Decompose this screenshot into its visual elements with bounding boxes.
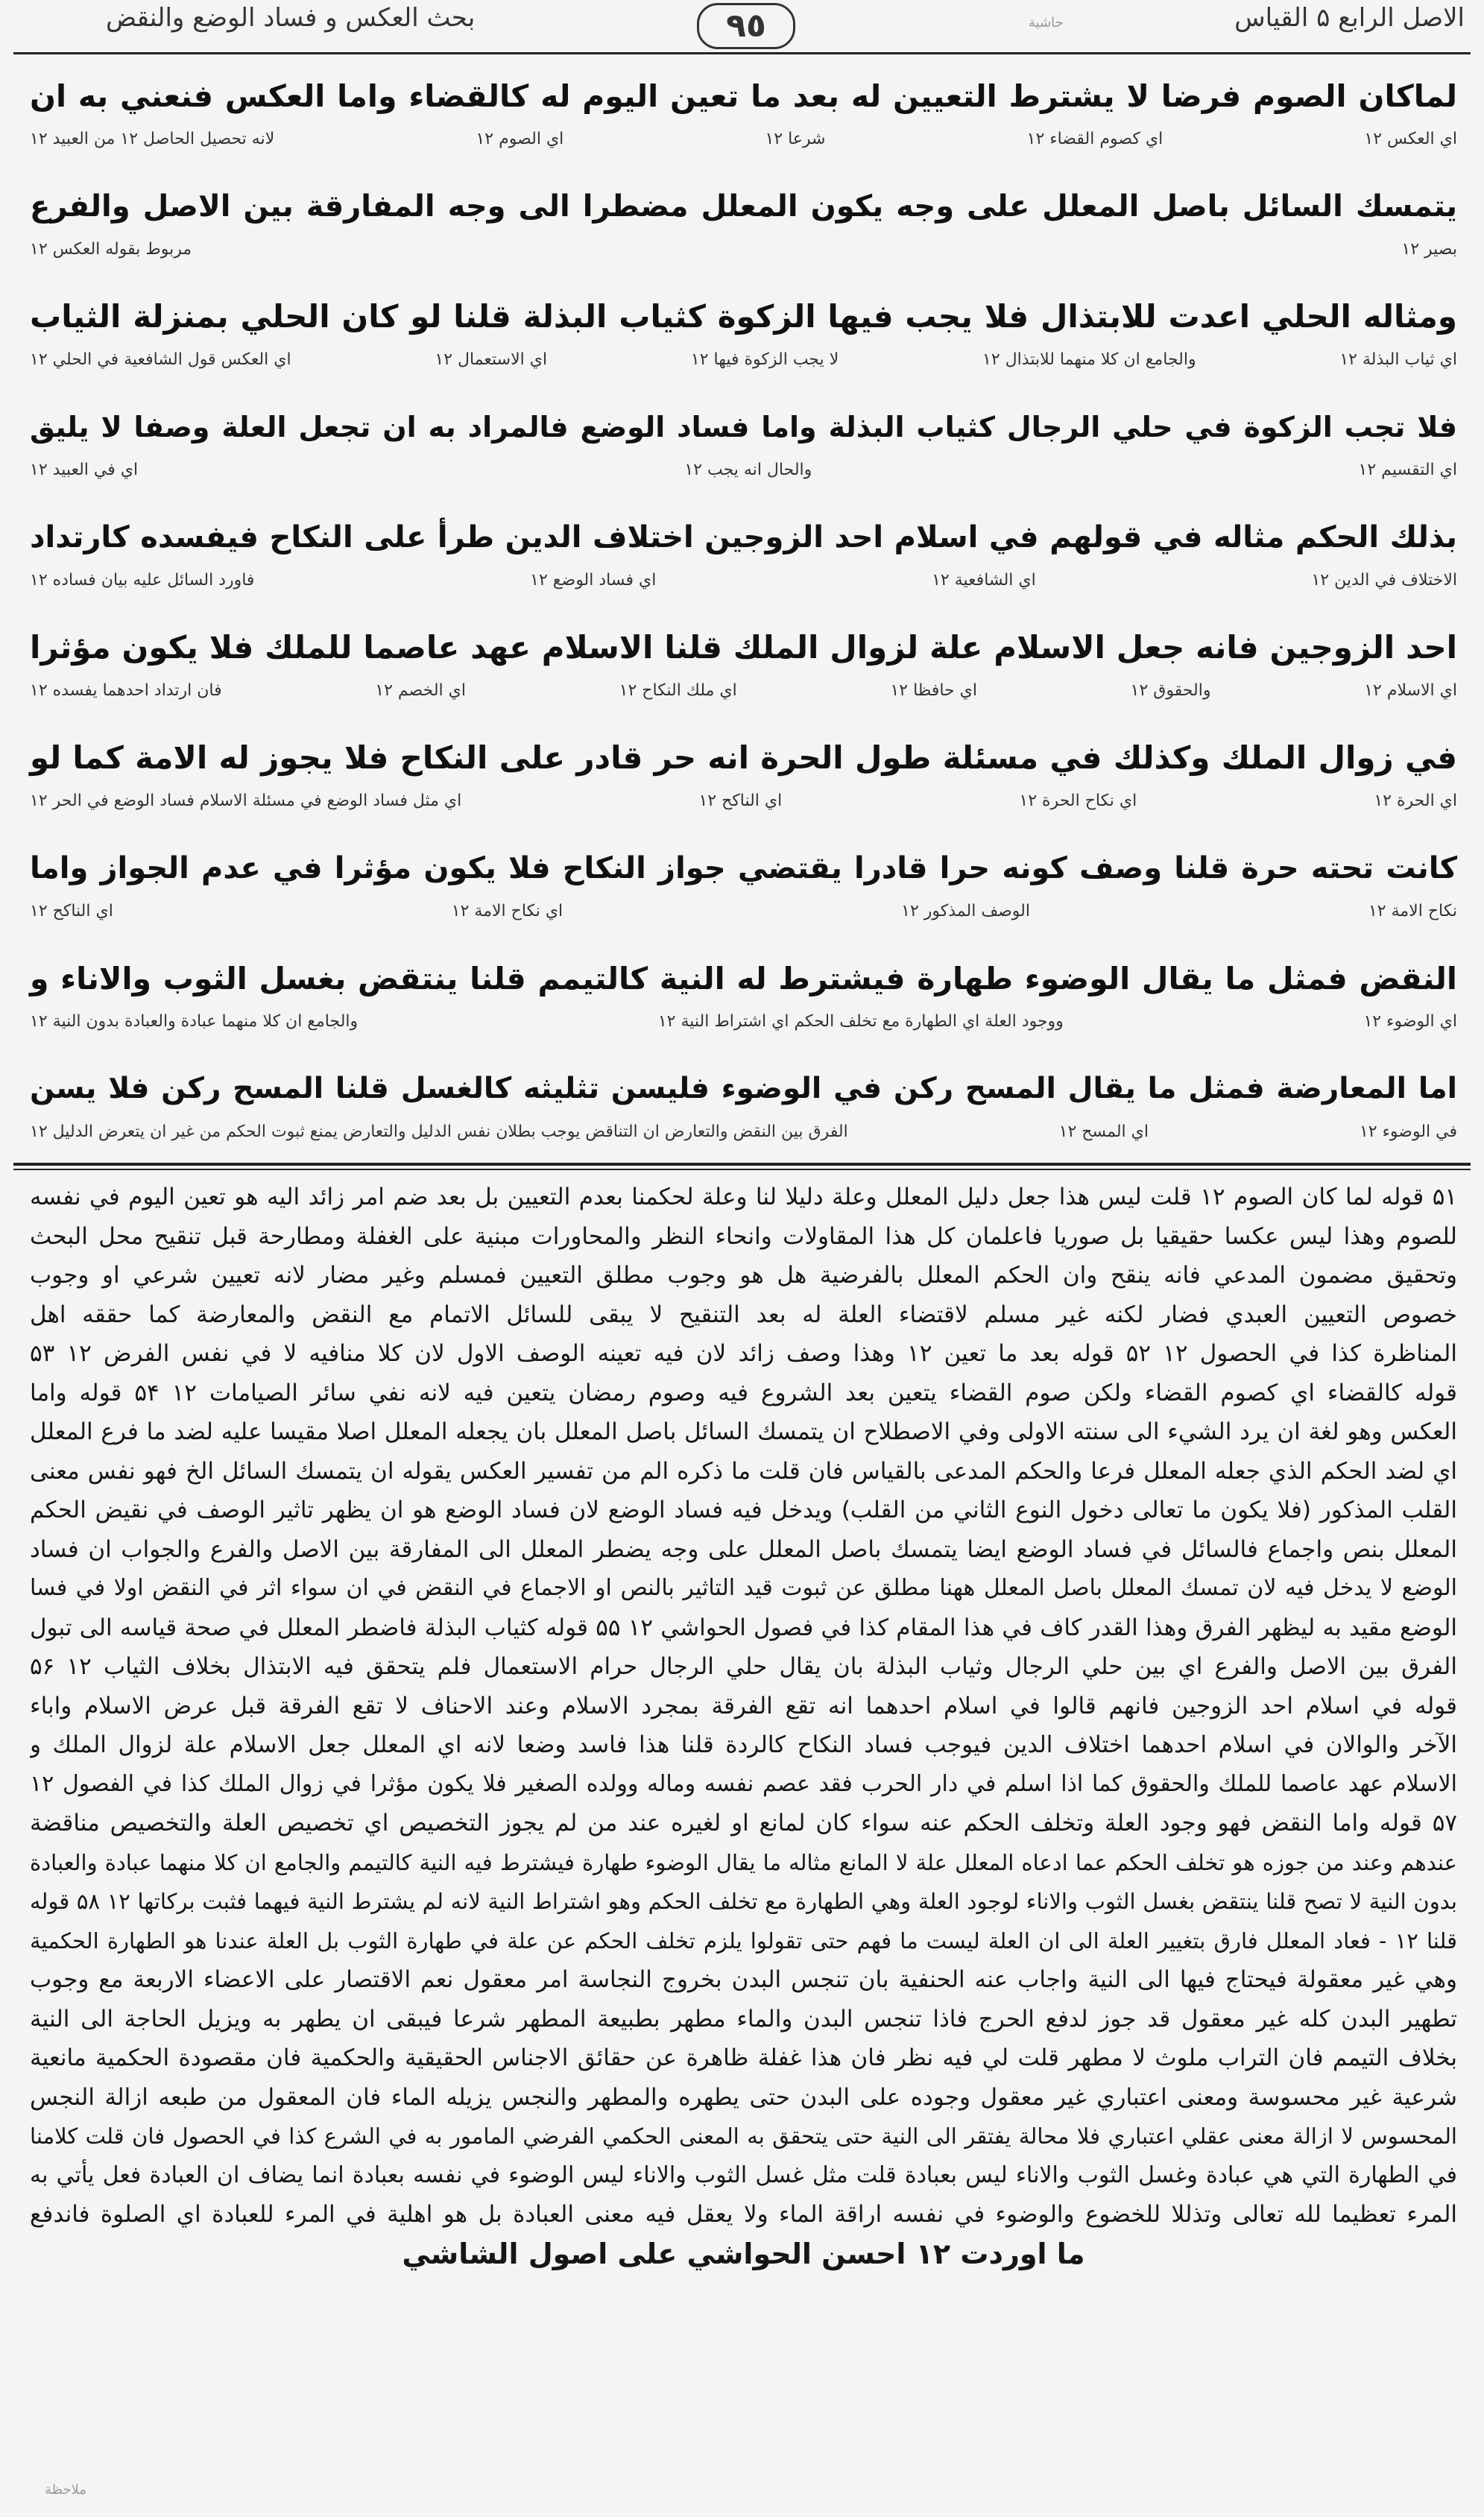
main-text-line	[30, 282, 1457, 392]
section-title: بحث العكس و فساد الوضع والنقض	[106, 3, 476, 33]
interlinear-note: اي الاستعمال ١٢	[435, 350, 548, 369]
interlinear-notes	[30, 1012, 1457, 1031]
interlinear-note: والحال انه يجب ١٢	[684, 461, 812, 479]
commentary-line: بخلاف التيمم فان التراب ملوث لا مطهر قلت لي فيه نظر فان هذا غفلة ظاهرة عن حقائق الاجناس الحقيقية والحكمية فان مقصودة الحكمية مانعية	[30, 2044, 1457, 2071]
interlinear-note: اي الصوم ١٢	[476, 130, 564, 148]
interlinear-note: والجامع ان كلا منهما للابتذال ١٢	[982, 350, 1196, 369]
commentary-line: تطهير البدن كله غير معقول قد جوز لدفع الحرج فاذا تنجس البدن والماء مطهر بطبيعة المطهر شرعا فيبقى ان يطهر به ويزيل الحاجة الى النية	[30, 2005, 1457, 2033]
interlinear-notes	[30, 902, 1457, 920]
commentary-section	[30, 1178, 1457, 2497]
interlinear-note: والجامع ان كلا منهما عبادة والعبادة بدون النية ١٢	[30, 1012, 359, 1031]
section-divider	[13, 1163, 1471, 1166]
main-text-line	[30, 502, 1457, 613]
interlinear-note: اي الحرة ١٢	[1374, 792, 1457, 810]
interlinear-note: الاختلاف في الدين ١٢	[1311, 571, 1457, 590]
main-text: احد الزوجين فانه جعل الاسلام علة لزوال الملك قلنا الاسلام عهد عاصما للملك فلا يكون مؤثرا	[30, 629, 1457, 666]
book-title-line: ما اوردت ١٢ احسن الحواشي على اصول الشاشي	[402, 2237, 1085, 2270]
interlinear-note: اي المسح ١٢	[1058, 1122, 1149, 1141]
interlinear-note: لا يجب الزكوة فيها ١٢	[690, 350, 839, 369]
commentary-line: المعلل بنص واجماع فالسائل في فساد الوضع ايضا يتمسك باصل المعلل على وجه يضطر المعلل الى المفارقة بين الاصل والفرع والجواب ان فساد	[30, 1535, 1457, 1563]
interlinear-note: اي الاسلام ١٢	[1364, 681, 1457, 700]
commentary-line: وتحقيق مضمون المدعي فانه ينقح وان الحكم المعلل بالفرضية هل هو وجوب مطلق التعيين فمسلم وغير مضار لانه تعيين شرعي او وجوب	[30, 1262, 1457, 1289]
interlinear-notes	[30, 240, 1457, 259]
interlinear-notes	[30, 792, 1457, 810]
commentary-line: خصوص التعيين العبدي فضار لكنه غير مسلم لاقتضاء العلة له بعد التنقيح لا يبقى للسائل الاتمام مع النقض والمعارضة كما حققه اهل	[30, 1301, 1457, 1328]
interlinear-notes	[30, 681, 1457, 700]
main-text-line	[30, 613, 1457, 723]
interlinear-note: اي مثل فساد الوضع في مسئلة الاسلام فساد الوضع في الحر ١٢	[30, 792, 462, 810]
main-text-line	[30, 171, 1457, 282]
interlinear-note: اي حافظا ١٢	[890, 681, 977, 700]
interlinear-note: فان ارتداد احدهما يفسده ١٢	[30, 681, 222, 700]
main-text: كانت تحته حرة قلنا وصف كونه حرا قادرا يقتضي جواز النكاح فلا يكون مؤثرا في عدم الجواز واما	[30, 851, 1457, 885]
main-text: في زوال الملك وكذلك في مسئلة طول الحرة انه حر قادر على النكاح فلا يجوز له الامة كما لو	[30, 739, 1457, 776]
interlinear-note: الفرق بين النقض والتعارض ان التناقض يوجب بطلان نفس الدليل والتعارض يمنع ثبوت الحكم من غير ان يتعرض الدليل ١٢	[30, 1122, 848, 1141]
interlinear-note: اي الخصم ١٢	[375, 681, 466, 700]
commentary-line: الوضع لا يدخل فيه لان تمسك المعلل باصل المعلل ههنا مطلق عن ثبوت قيد التاثير بالنص او الاجماع في النقض في ان سواء اثر في النقض اولا في فسا	[30, 1575, 1457, 1601]
main-text: يتمسك السائل باصل المعلل على وجه يكون المعلل مضطرا الى وجه المفارقة بين الاصل والفرع	[30, 189, 1457, 224]
interlinear-note: اي الناكح ١٢	[30, 902, 113, 920]
interlinear-note: اي في العبيد ١٢	[30, 461, 139, 479]
commentary-line: الفرق بين الاصل والفرع اي بين حلي الرجال وثياب البذلة بان يقال حلي الرجال حرام الاستعمال فلم يتحقق فيه الابتذال بخلاف الثياب ١٢ ۵۶	[30, 1653, 1457, 1680]
commentary-line: اي لضد الحكم الذي جعله المعلل فرعا والحكم المدعى بالقياس فان قلت ما ذكره الم من تفسير العكس يقوله ان يتمسك السائل الخ فهو نفس معنى	[30, 1457, 1457, 1485]
commentary-line: قلنا ١٢ - فعاد المعلل فارق بتغيير العلة الى ان العلة ليست ما فهم حتى تقولوا يلزم تخلف الحكم عن علة في طهارة الثوب بل العلة عندنا هو الطهارة الحكمية	[30, 1927, 1457, 1954]
main-text: ومثاله الحلي اعدت للابتذال فلا يجب فيها الزكوة كثياب البذلة قلنا لو كان الحلي بمنزلة الثياب	[30, 298, 1457, 335]
interlinear-note: والحقوق ١٢	[1130, 681, 1211, 700]
main-text-line	[30, 392, 1457, 502]
interlinear-note: اي نكاح الامة ١٢	[451, 902, 563, 920]
interlinear-note: اي العكس قول الشافعية في الحلي ١٢	[30, 350, 291, 369]
interlinear-note: اي التقسيم ١٢	[1358, 461, 1457, 479]
commentary-line: شرعية غير محسوسة ومعنى اعتباري غير معقول وجوده على البدن حتى يطهره والمطهر والنجس يزيله الماء فان المعقول من طبعه ازالة النجس	[30, 2083, 1457, 2111]
main-text: اما المعارضة فمثل ما يقال المسح ركن في الوضوء فليسن تثليثه كالغسل قلنا المسح ركن فلا يسن	[30, 1072, 1457, 1105]
header-rule	[13, 52, 1471, 54]
commentary-line: العكس وهو لغة ان يرد الشيء الى سنته الاولى وفي الاصطلاح ان يتمسك السائل باصل المعلل بان يجعله المعلل اصلا مقيسا عليه لضد ما فرع المعلل	[30, 1418, 1457, 1445]
commentary-line: ۵۷ قوله واما النقض فهو وجود العلة وتخلف الحكم عنه سواء كان لمانع او لغيره عند من لم يجوز التخصيص اي تخصيص العلة والتخصيص مناقضة	[30, 1810, 1457, 1837]
commentary-line: عندهم وعند من جوزه هو تخلف الحكم عما ادعاه المعلل علة لا المانع مثاله ما يقال الوضوء طهارة فيشترط فيه النية كالتيمم والجامع ان كلا منهما عبادة والعبادة	[30, 1849, 1457, 1875]
chapter-title: الاصل الرابع ۵ القياس	[1234, 3, 1465, 33]
interlinear-note: مربوط بقوله العكس ١٢	[30, 240, 192, 259]
main-text: بذلك الحكم مثاله في قولهم في اسلام احد الزوجين اختلاف الدين طرأ على النكاح فيفسده كارتداد	[30, 520, 1457, 555]
commentary-line: بدون النية لا تصح قلنا ينتقض بغسل الثوب والاناء لوجود العلة وهي الطهارة مع تخلف الحكم وهو اشتراط النية لانه لم يشترط النية فيهما فثبت بركاتها ١٢ ۵۸ قوله	[30, 1889, 1457, 1914]
commentary-line: المناظرة كذا في الحصول ١٢ ۵۲ قوله بعد ما تعين ١٢ وهذا وصف زائد لان فيه تعينه الوصف الاول لان كلا منافيه لا في نفس الفرض ١٢ ۵۳	[30, 1340, 1457, 1367]
main-text-line	[30, 61, 1457, 171]
commentary-line: المرء تعظيما لله تعالى وتذللا للخضوع والوضوء في نفسه اراقة الماء ولا يعقل فيه معنى العبادة بل هو اهلية في المرء للعبادة اي الصلوة فاندفع	[30, 2201, 1457, 2228]
commentary-line: الوضع مقيد به ليظهر الفرق وهذا القدر كاف في هذا المقام كذا في فصول الحواشي ١٢ ۵۵ قوله كثياب البذلة فاضطر المعلل في صحة قياسه الى تبول	[30, 1614, 1457, 1641]
interlinear-notes	[30, 1122, 1457, 1141]
commentary-line: الاسلام عهد عاصما للملك والحقوق كما اذا اسلم في دار الحرب فقد عصم نفسه وماله وولده الصغير فلا يكون مؤثرا في زوال الملك كذا في الفصول ١٢	[30, 1770, 1457, 1797]
interlinear-notes	[30, 461, 1457, 479]
commentary-line: في الطهارة التي هي عبادة وغسل الثوب والاناء ليس بعبادة قلت مثل غسل الثوب والاناء ليس الوضوء في نفسه بعبادة انما يضاف ان العبادة فعل يأتي به	[30, 2161, 1457, 2188]
main-text-line	[30, 944, 1457, 1054]
interlinear-note: اي الوضوء ١٢	[1363, 1012, 1457, 1031]
commentary-line: المحسوس لا ازالة معنى عقلي اعتباري فلا محالة يفتقر الى النية حتى يتحقق به المعنى الحكمي الفرضي المامور به في الشرع كذا في الحصول فان قلت كلامنا	[30, 2123, 1457, 2149]
interlinear-note: نكاح الامة ١٢	[1368, 902, 1457, 920]
interlinear-note: اي فساد الوضع ١٢	[530, 571, 657, 590]
interlinear-note: فاورد السائل عليه بيان فساده ١٢	[30, 571, 255, 590]
faint-margin-note: حاشية	[1029, 15, 1064, 31]
interlinear-note: الوصف المذكور ١٢	[901, 902, 1030, 920]
commentary-line: الآخر والوالان في اسلام احدهما اختلاف الدين فيوجب فساد النكاح كالردة قلنا هذا فاسد وضعا لانه اي المعلل جعل الاسلام علة لزوال الملك و	[30, 1731, 1457, 1758]
main-text-line	[30, 1054, 1457, 1164]
page-number: ٩٥	[697, 3, 795, 49]
interlinear-notes	[30, 571, 1457, 590]
interlinear-note: شرعا ١٢	[765, 130, 826, 148]
interlinear-note: ووجود العلة اي الطهارة مع تخلف الحكم اي اشتراط النية ١٢	[657, 1012, 1064, 1031]
interlinear-note: في الوضوء ١٢	[1359, 1122, 1457, 1141]
commentary-line: قوله كالقضاء اي كصوم القضاء ولكن صوم القضاء يتعين بعد الشروع فيه وصوم رمضان يتعين فيه لانه نفي سائر الصيامات ١٢ ۵۴ قوله واما	[30, 1379, 1457, 1406]
commentary-line: وهي غير معقولة فيحتاج فيها الى النية واجاب عنه الحنفية بان تنجس البدن بخروج النجاسة امر معقول نعم الاقتصار على الاعضاء الاربعة مع وجوب	[30, 1966, 1457, 1993]
interlinear-note: اي كصوم القضاء ١٢	[1026, 130, 1163, 148]
section-divider-thin	[13, 1169, 1471, 1170]
interlinear-note: لانه تحصيل الحاصل ١٢ من العبيد ١٢	[30, 130, 275, 148]
faint-margin-note: ملاحظة	[45, 2482, 86, 2498]
commentary-line: القلب المذكور (فلا يكون ما تعالى دخول النوع الثاني من القلب) ويدخل فيه فساد الوضع لان فساد الوضع هو ان يظهر تاثير الوصف في نقيض الحكم	[30, 1497, 1457, 1523]
main-text-line	[30, 833, 1457, 944]
interlinear-note: اي العكس ١٢	[1364, 130, 1457, 148]
commentary-line: للصوم وهذا ليس عكسا حقيقيا بل صوريا فاعلمان كل هذا المقاولات وانحاء النظر والمحاورات مبنية على الغفلة ومطارحة قبل تنقيح محل البحث	[30, 1222, 1457, 1250]
interlinear-note: اي ملك النكاح ١٢	[619, 681, 737, 700]
interlinear-note: اي الناكح ١٢	[698, 792, 783, 810]
main-text: النقض فمثل ما يقال الوضوء طهارة فيشترط له النية كالتيمم قلنا ينتقض بغسل الثوب والاناء و	[30, 961, 1457, 997]
main-text: لماكان الصوم فرضا لا يشترط التعيين له بعد ما تعين اليوم له كالقضاء واما العكس فنعني به ان	[30, 78, 1457, 114]
main-text: فلا تجب الزكوة في حلي الرجال كثياب البذلة واما فساد الوضع فالمراد به ان تجعل العلة وصفا لا يليق	[30, 411, 1457, 443]
commentary-line: ۵۱ قوله لما كان الصوم ١٢ قلت ليس هذا جعل دليل المعلل وعلة دليلا لنا وعلة لحكمنا بعدم التعيين بل بعد ضم امر زائد اليه هو تعين اليوم في نفسه	[30, 1184, 1457, 1210]
interlinear-note: اي الشافعية ١٢	[932, 571, 1036, 590]
main-text-section	[30, 61, 1457, 1160]
interlinear-note: اي نكاح الحرة ١٢	[1019, 792, 1137, 810]
interlinear-notes	[30, 350, 1457, 369]
interlinear-note: بصير ١٢	[1401, 240, 1457, 259]
interlinear-notes	[30, 130, 1457, 148]
interlinear-note: اي ثياب البذلة ١٢	[1339, 350, 1457, 369]
main-text-line	[30, 723, 1457, 833]
commentary-line: قوله في اسلام احد الزوجين فانهم قالوا في اسلام احدهما انه تقع الفرقة بمجرد الاسلام وعند الاحناف لا تقع الفرقة قبل عرض الاسلام واباء	[30, 1692, 1457, 1719]
